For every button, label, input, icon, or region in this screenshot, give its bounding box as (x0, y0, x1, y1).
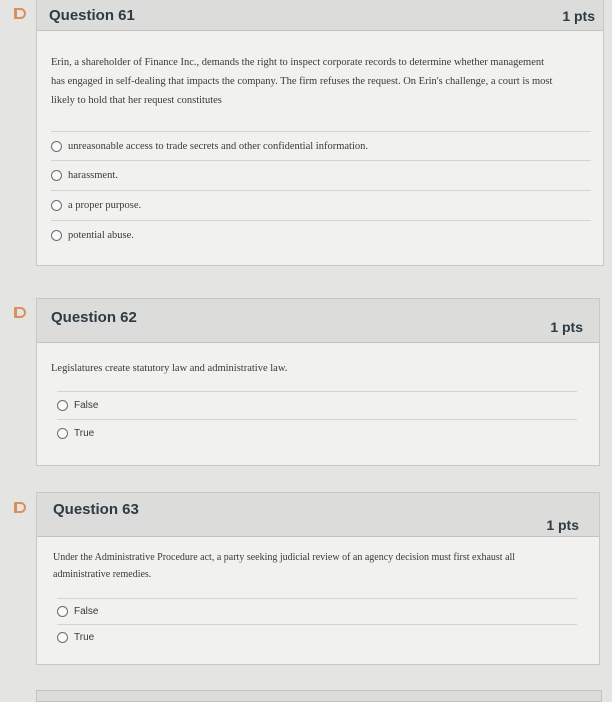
question-text: Legislatures create statutory law and administrative law. (51, 363, 288, 374)
question-points: 1 pts (562, 8, 595, 24)
answer-option[interactable]: potential abuse. (51, 220, 591, 249)
question-header (37, 0, 603, 31)
answer-option[interactable]: harassment. (51, 160, 591, 189)
answer-option[interactable]: True (57, 419, 577, 447)
question-title: Question 61 (49, 7, 135, 24)
radio-icon[interactable] (51, 170, 62, 181)
answer-option[interactable]: a proper purpose. (51, 190, 591, 219)
question-header (37, 299, 599, 343)
flag-icon[interactable] (14, 8, 26, 19)
answer-option[interactable]: unreasonable access to trade secrets and other confidential information. (51, 131, 591, 160)
radio-icon[interactable] (51, 141, 62, 152)
next-question-card (36, 690, 602, 702)
radio-icon[interactable] (57, 632, 68, 643)
question-title: Question 62 (51, 309, 137, 326)
answer-option[interactable]: True (57, 624, 577, 650)
answer-option[interactable]: False (57, 598, 577, 624)
flag-icon[interactable] (14, 307, 26, 318)
question-text: Under the Administrative Procedure act, a party seeking judicial review of an agency decision must first exhaust all administrative remedies. (53, 552, 516, 580)
answer-option[interactable]: False (57, 391, 577, 419)
question-card-61 (36, 0, 604, 266)
question-card-62 (36, 298, 600, 466)
radio-icon[interactable] (51, 200, 62, 211)
radio-icon[interactable] (57, 606, 68, 617)
flag-icon[interactable] (14, 502, 26, 513)
radio-icon[interactable] (51, 230, 62, 241)
question-points: 1 pts (550, 319, 583, 335)
question-points: 1 pts (546, 517, 579, 533)
question-header (37, 493, 599, 537)
question-card-63 (36, 492, 600, 665)
radio-icon[interactable] (57, 400, 68, 411)
radio-icon[interactable] (57, 428, 68, 439)
question-title: Question 63 (53, 501, 139, 518)
question-text: Erin, a shareholder of Finance Inc., demands the right to inspect corporate records to determine whether management has engaged in self-dealing that impacts the company. The firm refuses the request. On Erin's challenge, a court is most likely to hold that her request constitutes (51, 57, 553, 106)
